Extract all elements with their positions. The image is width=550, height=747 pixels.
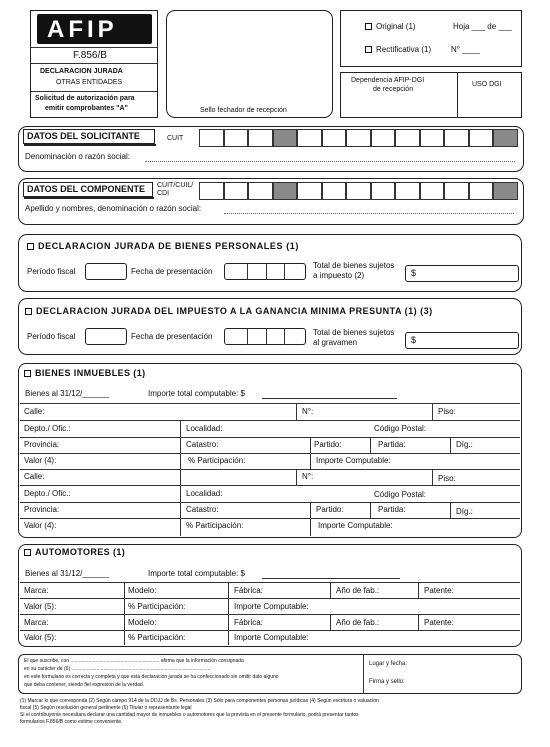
original-checkbox[interactable] — [365, 23, 372, 30]
cuit-digit-cell[interactable] — [371, 129, 396, 147]
automotores-grid — [20, 582, 520, 645]
cuit-digit-cell[interactable] — [297, 129, 322, 147]
bienes-personales-section — [18, 234, 522, 292]
stamp-label: Sello fechador de recepción — [200, 107, 287, 114]
inm1-partido[interactable]: Partido: — [314, 440, 342, 449]
inm2-localidad[interactable]: Localidad: — [186, 489, 223, 498]
cuit-digit-cell — [273, 182, 298, 200]
inm2-participacion[interactable]: % Participación: — [186, 521, 244, 530]
original-label: Original (1) — [376, 22, 416, 31]
cuit-digit-cell[interactable] — [420, 129, 445, 147]
inm2-depto[interactable]: Depto./ Ofic.: — [24, 489, 71, 498]
auto1-modelo[interactable]: Modelo: — [128, 586, 157, 595]
cuit-digit-cell — [493, 129, 518, 147]
cuit-digit-cell — [493, 182, 518, 200]
rectificativa-checkbox[interactable] — [365, 46, 372, 53]
componente-section — [18, 178, 524, 225]
footnote-3: Si el contribuyente necesitara declarar una cantidad mayor de inmuebles o automotores que la prevista en el presente formulario, podrá presentar tantos — [20, 712, 359, 718]
inmuebles-title — [24, 369, 146, 378]
automotores-importe-total[interactable]: Importe total computable: $ — [148, 569, 245, 578]
inmuebles-importe-total[interactable]: Importe total computable: $ — [148, 389, 245, 398]
solicitante-section — [18, 126, 524, 172]
cuit-digit-cell[interactable] — [224, 182, 249, 200]
cuit-digit-cell[interactable] — [248, 129, 273, 147]
solicitante-title: DATOS DEL SOLICITANTE — [27, 131, 140, 141]
componente-cuit-label-2: CDI — [157, 190, 170, 197]
inm1-valor[interactable]: Valor (4): — [24, 456, 57, 465]
gm-total-input[interactable] — [405, 332, 519, 349]
firma-text-2: en su carácter de (6) .................................................................................................... — [24, 666, 211, 672]
bp-fecha-label: Fecha de presentación — [131, 267, 213, 276]
reception-stamp-box — [166, 10, 333, 118]
inm1-catastro[interactable]: Catastro: — [186, 440, 219, 449]
inm1-depto[interactable]: Depto./ Ofic.: — [24, 424, 71, 433]
cuit-digit-cell[interactable] — [199, 129, 224, 147]
inmuebles-title-text: BIENES INMUEBLES (1) — [35, 368, 146, 378]
rectificativa-option[interactable] — [365, 46, 431, 54]
cuit-digit-cell[interactable] — [297, 182, 322, 200]
bp-periodo-label: Período fiscal — [27, 267, 76, 276]
inmuebles-grid — [20, 403, 520, 536]
inmuebles-checkbox[interactable] — [24, 370, 31, 377]
bp-periodo-input[interactable] — [85, 263, 127, 280]
form-subtitle: Solicitud de autorización para — [35, 95, 135, 102]
componente-cuit-label: CUIT/CUIL/ — [157, 182, 194, 189]
bienes-personales-checkbox[interactable] — [27, 243, 34, 250]
solicitante-cuit-label: CUIT — [167, 135, 184, 142]
inm1-dig[interactable]: Díg.: — [456, 440, 473, 449]
auto1-patente[interactable]: Patente: — [424, 586, 454, 595]
cuit-digit-cell[interactable] — [248, 182, 273, 200]
form-title: DECLARACION JURADA — [40, 68, 123, 75]
gm-total-label-2: al gravamen — [313, 338, 358, 347]
auto2-participacion[interactable]: % Participación: — [128, 633, 186, 642]
inm2-calle[interactable]: Calle: — [24, 472, 45, 481]
firma-text-3: en este formulario es correcta y completa y que esta declaración jurada se ha confeccionado sin omitir dato alguno — [24, 674, 279, 680]
bp-total-label-2: a impuesto (2) — [313, 271, 365, 280]
cuit-digit-cell[interactable] — [420, 182, 445, 200]
bienes-personales-title-text: DECLARACION JURADA DE BIENES PERSONALES (1) — [38, 241, 299, 251]
firma-text-1: El que suscribe, con ................................................................ afirma que la información consignada — [24, 658, 244, 664]
rectificativa-label: Rectificativa (1) — [376, 45, 432, 54]
inm1-numero[interactable]: N°: — [302, 407, 314, 416]
componente-title: DATOS DEL COMPONENTE — [27, 184, 146, 194]
auto1-fabrica[interactable]: Fábrica: — [234, 586, 263, 595]
componente-title-box — [23, 182, 153, 197]
firma-section — [18, 654, 522, 694]
cuit-digit-cell[interactable] — [224, 129, 249, 147]
firma-sello-label[interactable]: Firma y sello: — [369, 679, 405, 685]
bp-total-label: Total de bienes sujetos — [313, 261, 395, 270]
inm1-codigo-postal[interactable]: Código Postal: — [374, 424, 427, 433]
footnote-1: (1) Marcar lo que corresponda (2) Según campo 914 de la DDJJ de Bs. Personales (3) Sólo para componentes personas jurídicas (4) Según escritura o valuación — [20, 698, 379, 704]
cuit-digit-cell[interactable] — [199, 182, 224, 200]
bp-currency: $ — [411, 268, 417, 278]
cuit-digit-cell[interactable] — [322, 182, 347, 200]
ganancia-minima-title-text: DECLARACION JURADA DEL IMPUESTO A LA GANANCIA MINIMA PRESUNTA (1) (3) — [36, 306, 433, 316]
auto2-valor[interactable]: Valor (5): — [24, 633, 57, 642]
automotores-title — [24, 548, 125, 557]
cuit-digit-cell[interactable] — [395, 129, 420, 147]
cuit-digit-cell[interactable] — [444, 182, 469, 200]
gm-currency: $ — [411, 335, 417, 345]
bp-total-input[interactable] — [405, 265, 519, 282]
declaration-type-box — [340, 10, 522, 67]
inm2-provincia[interactable]: Provincia: — [24, 505, 60, 514]
auto2-anio[interactable]: Año de fab.: — [336, 618, 380, 627]
cuit-digit-cell[interactable] — [371, 182, 396, 200]
solicitante-title-box — [23, 129, 155, 144]
header-form-id-box — [30, 10, 158, 118]
auto2-marca[interactable]: Marca: — [24, 618, 49, 627]
gm-periodo-label: Período fiscal — [27, 332, 76, 341]
uso-dgi-box — [457, 72, 522, 118]
auto1-valor[interactable]: Valor (5): — [24, 602, 57, 611]
footnote-2: fiscal (5) Según resolución general pertinente (6) Titular o representante legal — [20, 705, 192, 711]
inm1-participacion[interactable]: % Participación: — [188, 456, 246, 465]
ganancia-minima-section — [18, 298, 522, 355]
auto1-marca[interactable]: Marca: — [24, 586, 49, 595]
inm1-provincia[interactable]: Provincia: — [24, 440, 60, 449]
solicitante-name-label: Denominación o razón social: — [25, 152, 130, 161]
cuit-digit-cell[interactable] — [346, 182, 371, 200]
cuit-digit-cell[interactable] — [444, 129, 469, 147]
dependencia-box — [340, 72, 458, 118]
inm2-numero[interactable]: N°: — [302, 472, 314, 481]
auto1-participacion[interactable]: % Participación: — [128, 602, 186, 611]
inm2-partido[interactable]: Partido: — [316, 505, 344, 514]
inm1-piso[interactable]: Piso: — [438, 407, 456, 416]
auto2-importe[interactable]: Importe Computable: — [234, 633, 309, 642]
cuit-digit-cell[interactable] — [395, 182, 420, 200]
cuit-digit-cell[interactable] — [346, 129, 371, 147]
ganancia-minima-checkbox[interactable] — [25, 308, 32, 315]
inm1-localidad[interactable]: Localidad: — [186, 424, 223, 433]
afip-logo — [37, 14, 152, 44]
cuit-digit-cell[interactable] — [469, 129, 494, 147]
gm-fecha-input[interactable] — [224, 328, 306, 345]
cuit-digit-cell[interactable] — [469, 182, 494, 200]
gm-fecha-label: Fecha de presentación — [131, 332, 213, 341]
bienes-personales-title — [27, 242, 299, 251]
footnote-4: formularios F.856/B como estime conveniente. — [20, 719, 123, 725]
auto1-anio[interactable]: Año de fab.: — [336, 586, 380, 595]
uso-dgi-label: USO DGI — [472, 81, 502, 88]
inm2-piso[interactable]: Piso: — [438, 474, 456, 483]
bp-fecha-input[interactable] — [224, 263, 306, 280]
inm2-partida[interactable]: Partida: — [378, 505, 406, 514]
componente-name-label: Apellido y nombres, denominación o razón social: — [25, 204, 202, 213]
automotores-checkbox[interactable] — [24, 549, 31, 556]
form-title-2: OTRAS ENTIDADES — [56, 79, 123, 86]
inm2-catastro[interactable]: Catastro: — [186, 505, 219, 514]
inm2-codigo-postal[interactable]: Código Postal: — [374, 490, 427, 499]
lugar-fecha-label[interactable]: Lugar y fecha: — [369, 661, 408, 667]
auto1-importe[interactable]: Importe Computable: — [234, 602, 309, 611]
cuit-digit-cell[interactable] — [322, 129, 347, 147]
auto2-patente[interactable]: Patente: — [424, 618, 454, 627]
auto2-fabrica[interactable]: Fábrica: — [234, 618, 263, 627]
dependencia-label: Dependencia AFIP-DGI — [351, 77, 425, 84]
inm2-importe[interactable]: Importe Computable: — [318, 521, 393, 530]
cuit-digit-cell — [273, 129, 298, 147]
inm2-dig[interactable]: Díg.: — [456, 507, 473, 516]
firma-text-4: que deba contener, siendo fiel expresión de la verdad. — [24, 682, 145, 688]
ganancia-minima-title — [25, 307, 433, 316]
hoja-field[interactable]: Hoja ___ de ___ — [453, 22, 512, 31]
automotores-title-text: AUTOMOTORES (1) — [35, 547, 126, 557]
form-number: F.856/B — [73, 50, 107, 61]
gm-periodo-input[interactable] — [85, 328, 127, 345]
form-subtitle-2: emitir comprobantes "A" — [45, 105, 128, 112]
automotores-bienes-al[interactable]: Bienes al 31/12/______ — [25, 569, 110, 578]
inm1-partida[interactable]: Partida: — [378, 440, 406, 449]
auto2-modelo[interactable]: Modelo: — [128, 618, 157, 627]
inmuebles-bienes-al[interactable]: Bienes al 31/12/______ — [25, 389, 110, 398]
gm-total-label: Total de bienes sujetos — [313, 328, 395, 337]
afip-logo-text: AFIP — [47, 16, 118, 43]
original-option[interactable] — [365, 23, 416, 31]
dependencia-label-2: de recepción — [373, 86, 414, 93]
inm2-valor[interactable]: Valor (4): — [24, 521, 57, 530]
inm1-importe[interactable]: Importe Computable: — [316, 456, 391, 465]
inm1-calle[interactable]: Calle: — [24, 407, 45, 416]
numero-field[interactable]: N° ____ — [451, 45, 480, 54]
